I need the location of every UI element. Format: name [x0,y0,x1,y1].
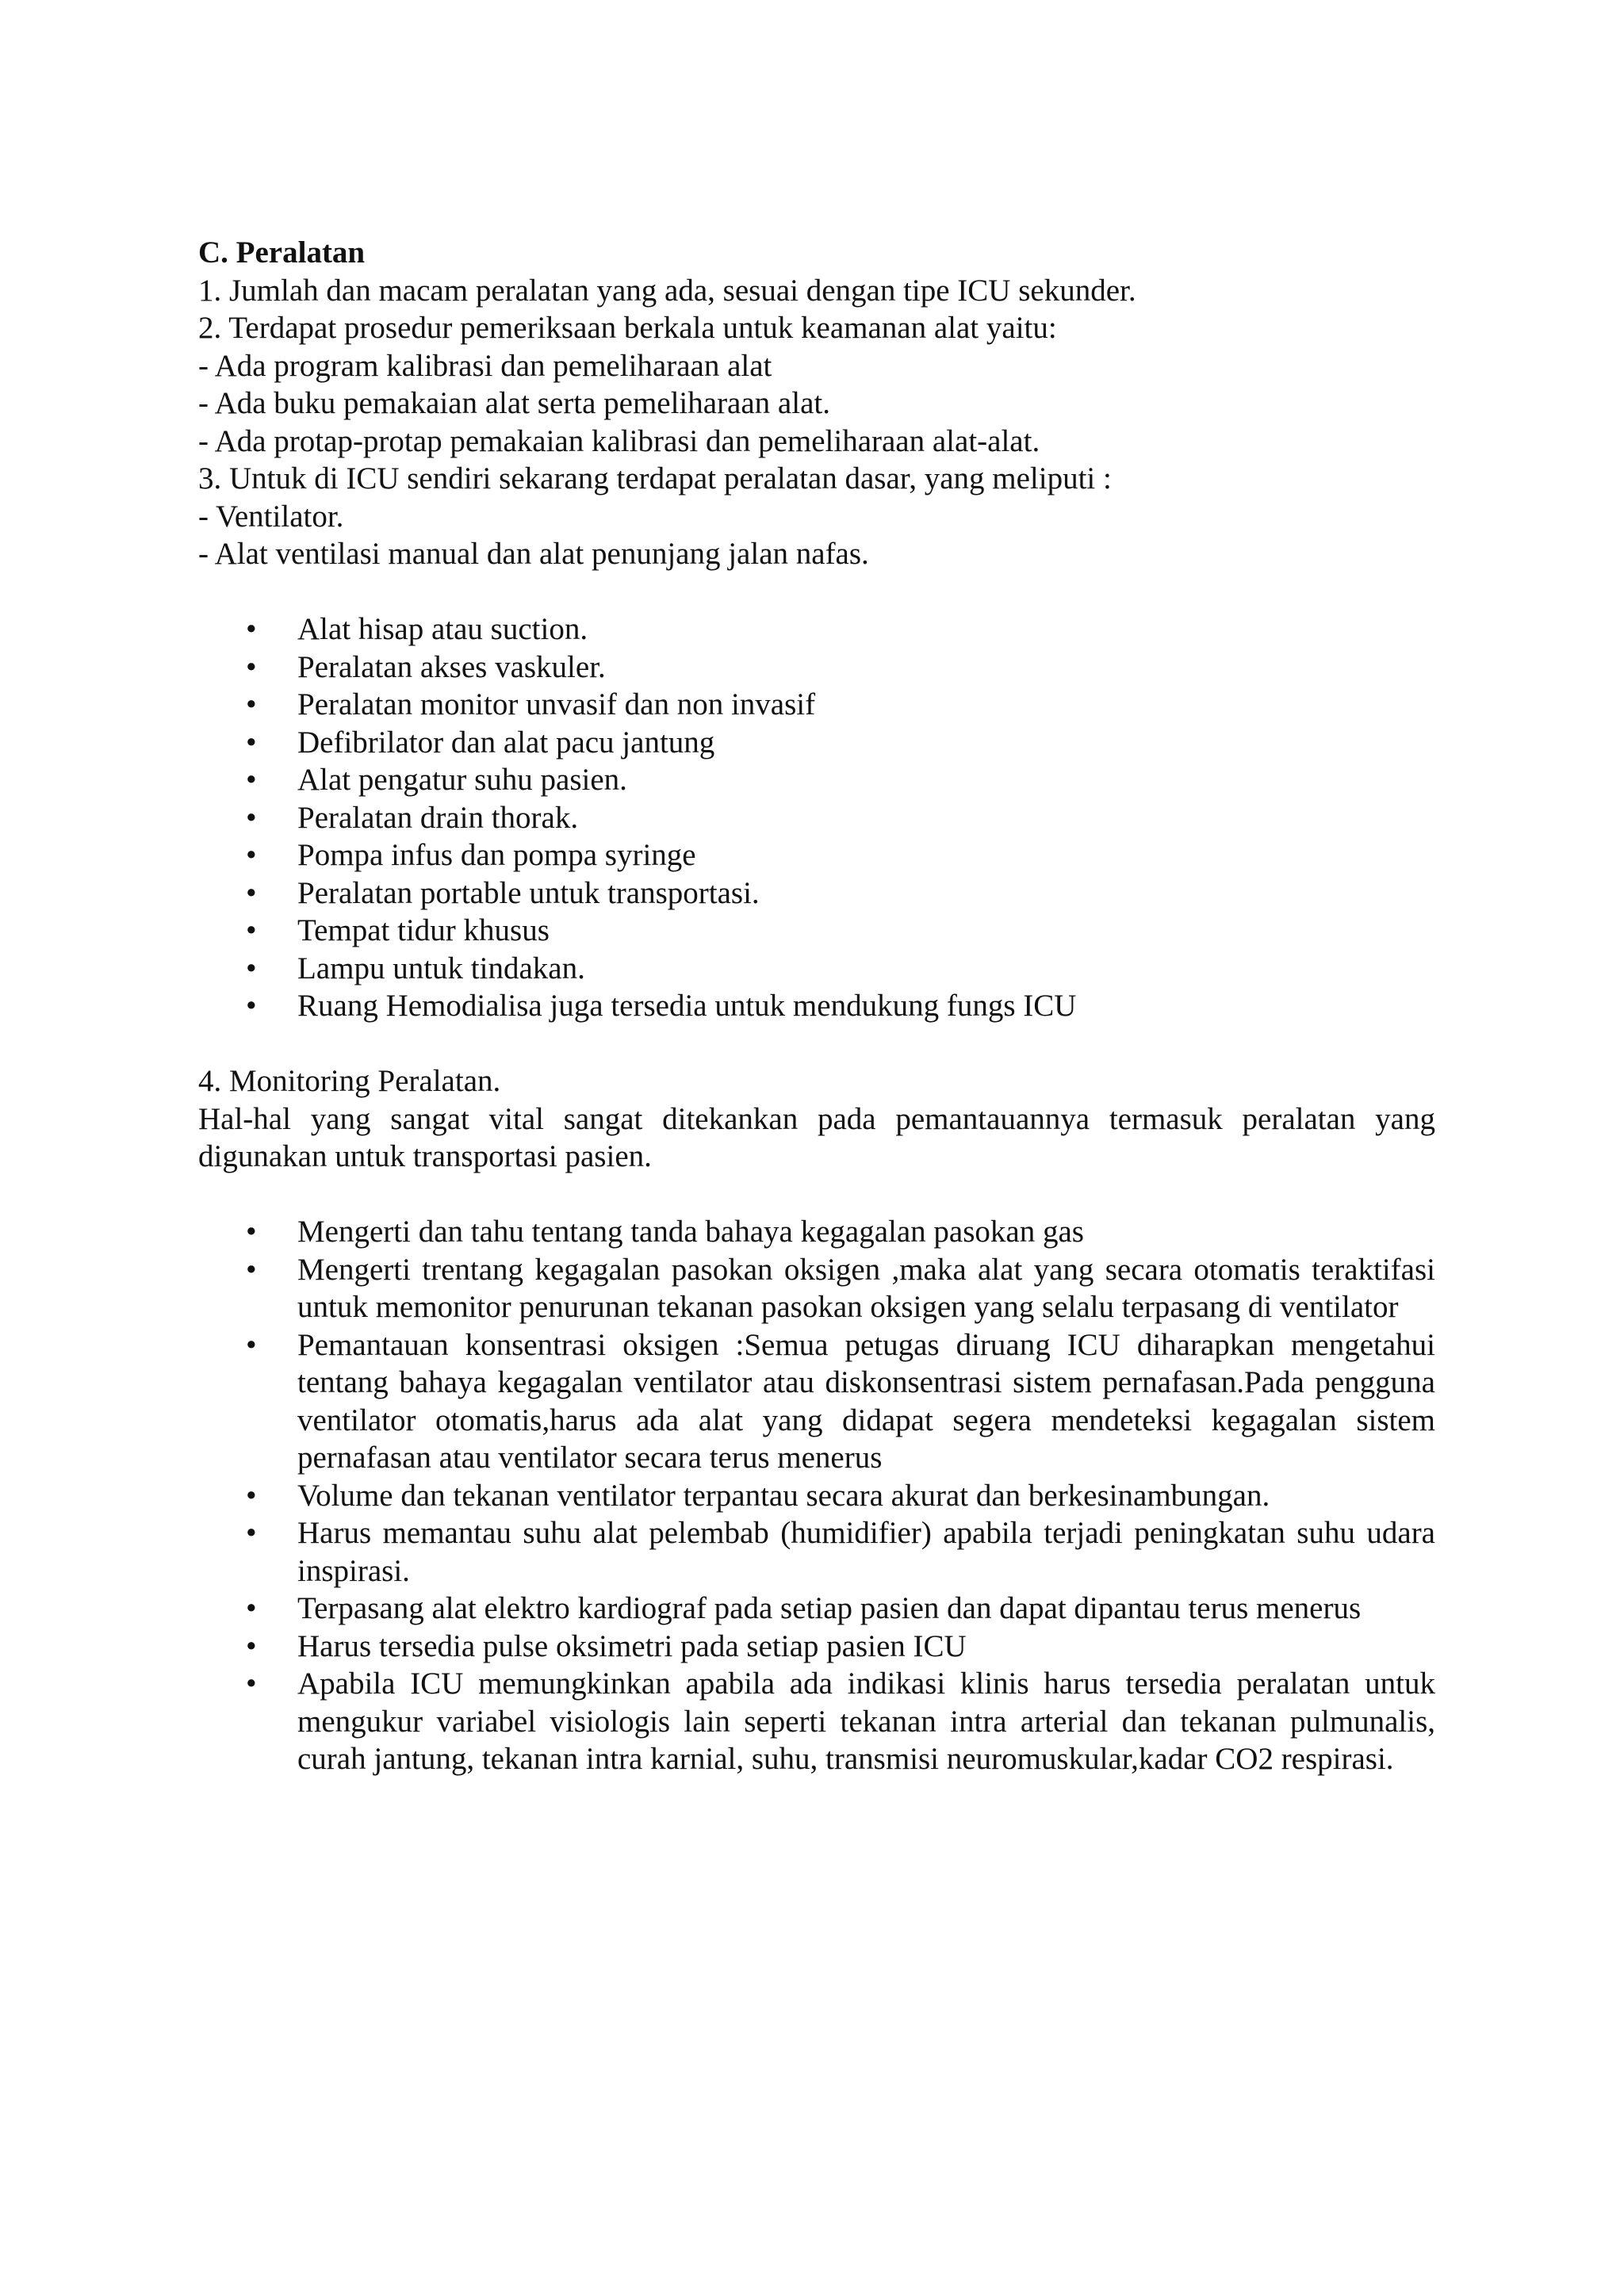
list-item-text: Pompa infus dan pompa syringe [297,838,696,872]
spacer [198,1025,1435,1063]
text-line: - Ada program kalibrasi dan pemeliharaan alat [198,348,772,383]
list-item [198,1590,1435,1628]
equipment-list [198,610,1435,1025]
bullet-icon: • [246,800,257,835]
list-item-text: Harus memantau suhu alat pelembab (humidifier) apabila terjadi peningkatan suhu udara inspirasi. [297,1516,1435,1588]
list-item [198,912,1435,950]
spacer [198,573,1435,611]
list-item-text: Harus tersedia pulse oksimetri pada setiap pasien ICU [297,1628,967,1663]
list-item [198,1251,1435,1326]
intro-paragraph: Hal-hal yang sangat vital sangat ditekankan pada pemantauannya termasuk peralatan yang digunakan untuk transportasi pasien. [198,1101,1435,1173]
text-line: 1. Jumlah dan macam peralatan yang ada, sesuai dengan tipe ICU sekunder. [198,273,1136,308]
bullet-icon: • [246,875,257,910]
list-item-text: Lampu untuk tindakan. [297,951,585,985]
list-item [198,686,1435,724]
section-heading: C. Peralatan [198,235,366,270]
text-line: - Ventilator. [198,499,344,534]
bullet-icon: • [246,725,257,760]
list-item-text: Peralatan akses vaskuler. [297,649,606,684]
monitoring-list [198,1213,1435,1778]
list-item-text: Peralatan portable untuk transportasi. [297,875,760,910]
bullet-icon: • [246,838,257,872]
bullet-icon: • [246,1516,257,1550]
bullet-icon: • [246,612,257,646]
list-item [198,799,1435,837]
list-item-text: Volume dan tekanan ventilator terpantau secara akurat dan berkesinambungan. [297,1478,1270,1513]
list-item [198,1514,1435,1590]
bullet-icon: • [246,913,257,947]
list-item-text: Apabila ICU memungkinkan apabila ada indikasi klinis harus tersedia peralatan untuk mengukur variabel visiologis lain seperti tekanan intra arterial dan tekanan pulmunalis, curah jantung, tekanan intra karnial, suhu, transmisi neuromuskular,kadar CO2 respirasi. [297,1667,1435,1776]
text-line: - Ada buku pemakaian alat serta pemeliharaan alat. [198,386,830,420]
list-item [198,1665,1435,1778]
list-item [198,724,1435,762]
list-item [198,1477,1435,1515]
list-item-text: Mengerti dan tahu tentang tanda bahaya kegagalan pasokan gas [297,1215,1084,1249]
text-line: 3. Untuk di ICU sendiri sekarang terdapat peralatan dasar, yang meliputi : [198,461,1112,496]
list-item-text: Alat hisap atau suction. [297,612,588,646]
bullet-icon: • [246,649,257,684]
bullet-icon: • [246,1215,257,1249]
bullet-icon: • [246,1478,257,1513]
bullet-icon: • [246,687,257,721]
list-item-text: Tempat tidur khusus [297,913,550,947]
list-item [198,761,1435,799]
bullet-icon: • [246,1628,257,1663]
bullet-icon: • [246,763,257,797]
bullet-icon: • [246,1252,257,1287]
list-item [198,874,1435,913]
bullet-icon: • [246,989,257,1023]
list-item [198,836,1435,874]
list-item-text: Alat pengatur suhu pasien. [297,763,627,797]
list-item [198,1326,1435,1477]
spacer [198,1176,1435,1214]
list-item [198,649,1435,687]
list-item [198,1213,1435,1251]
text-line: - Ada protap-protap pemakaian kalibrasi dan pemeliharaan alat-alat. [198,423,1040,458]
list-item [198,950,1435,988]
list-item [198,987,1435,1025]
list-item-text: Terpasang alat elektro kardiograf pada setiap pasien dan dapat dipantau terus menerus [297,1591,1362,1625]
bullet-icon: • [246,1667,257,1701]
text-line: 2. Terdapat prosedur pemeriksaan berkala untuk keamanan alat yaitu: [198,311,1057,345]
document-page [198,234,1435,1778]
bullet-icon: • [246,1327,257,1362]
subsection-heading: 4. Monitoring Peralatan. [198,1064,501,1098]
list-item [198,1628,1435,1666]
bullet-icon: • [246,1591,257,1625]
list-item-text: Mengerti trentang kegagalan pasokan oksigen ,maka alat yang secara otomatis teraktifasi untuk memonitor penurunan tekanan pasokan oksigen yang selalu terpasang di ventilator [297,1252,1435,1324]
list-item-text: Peralatan drain thorak. [297,800,579,835]
text-line: - Alat ventilasi manual dan alat penunjang jalan nafas. [198,537,869,571]
list-item-text: Ruang Hemodialisa juga tersedia untuk mendukung fungs ICU [297,989,1077,1023]
bullet-icon: • [246,951,257,985]
list-item [198,610,1435,649]
list-item-text: Pemantauan konsentrasi oksigen :Semua petugas diruang ICU diharapkan mengetahui tentang bahaya kegagalan ventilator atau diskonsentrasi sistem pernafasan.Pada pengguna ventilator otomatis,harus ada alat yang didapat segera mendeteksi kegagalan sistem pernafasan atau ventilator secara terus menerus [297,1327,1435,1475]
list-item-text: Peralatan monitor unvasif dan non invasif [297,687,816,721]
list-item-text: Defibrilator dan alat pacu jantung [297,725,715,760]
